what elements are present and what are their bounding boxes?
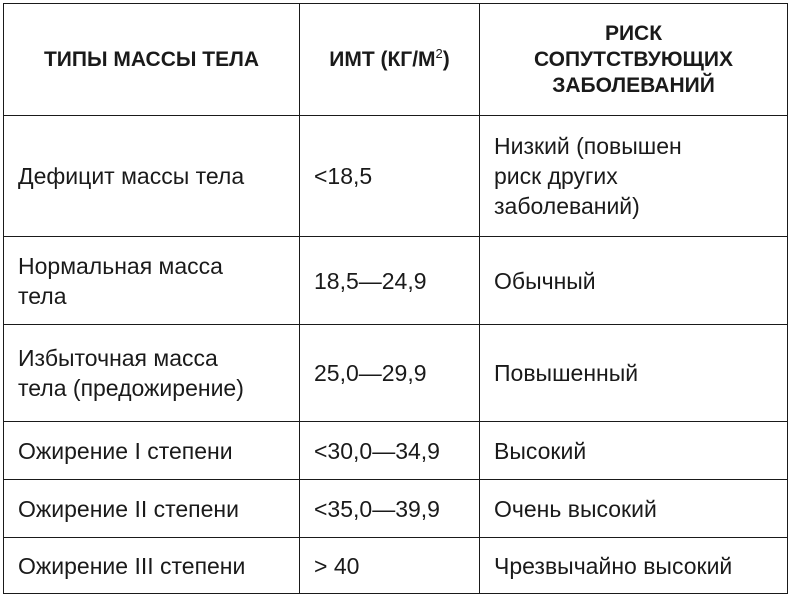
table-row (4, 538, 788, 594)
unit-superscript: 2 (435, 45, 443, 61)
cell-risk: Обычный (480, 237, 788, 325)
cell-bmi: <30,0—34,9 (300, 422, 480, 480)
cell-risk: Низкий (повышен риск других заболеваний) (480, 116, 788, 237)
table-row (4, 116, 788, 237)
cell-type: Ожирение III степени (4, 538, 300, 594)
table-header-row (4, 4, 788, 116)
cell-type: Нормальная масса тела (4, 237, 300, 325)
cell-bmi: 18,5—24,9 (300, 237, 480, 325)
cell-type: Ожирение I степени (4, 422, 300, 480)
bmi-table (3, 3, 788, 594)
cell-type: Избыточная масса тела (предожирение) (4, 325, 300, 422)
cell-bmi: <18,5 (300, 116, 480, 237)
cell-risk: Повышенный (480, 325, 788, 422)
table-row (4, 237, 788, 325)
cell-bmi: 25,0—29,9 (300, 325, 480, 422)
header-bmi: ИМТ $(КГ/М^2)$ (300, 4, 480, 116)
cell-risk: Очень высокий (480, 480, 788, 538)
table-row (4, 480, 788, 538)
header-comorbidity-risk: РИСК СОПУТСТВУЮЩИХ ЗАБОЛЕВАНИЙ (480, 4, 788, 116)
cell-bmi: > 40 (300, 538, 480, 594)
cell-type: Ожирение II степени (4, 480, 300, 538)
table-row (4, 422, 788, 480)
cell-risk: Чрезвычайно высокий (480, 538, 788, 594)
cell-type: Дефицит массы тела (4, 116, 300, 237)
cell-bmi: <35,0—39,9 (300, 480, 480, 538)
header-body-mass-type: ТИПЫ МАССЫ ТЕЛА (4, 4, 300, 116)
table-row (4, 325, 788, 422)
cell-risk: Высокий (480, 422, 788, 480)
